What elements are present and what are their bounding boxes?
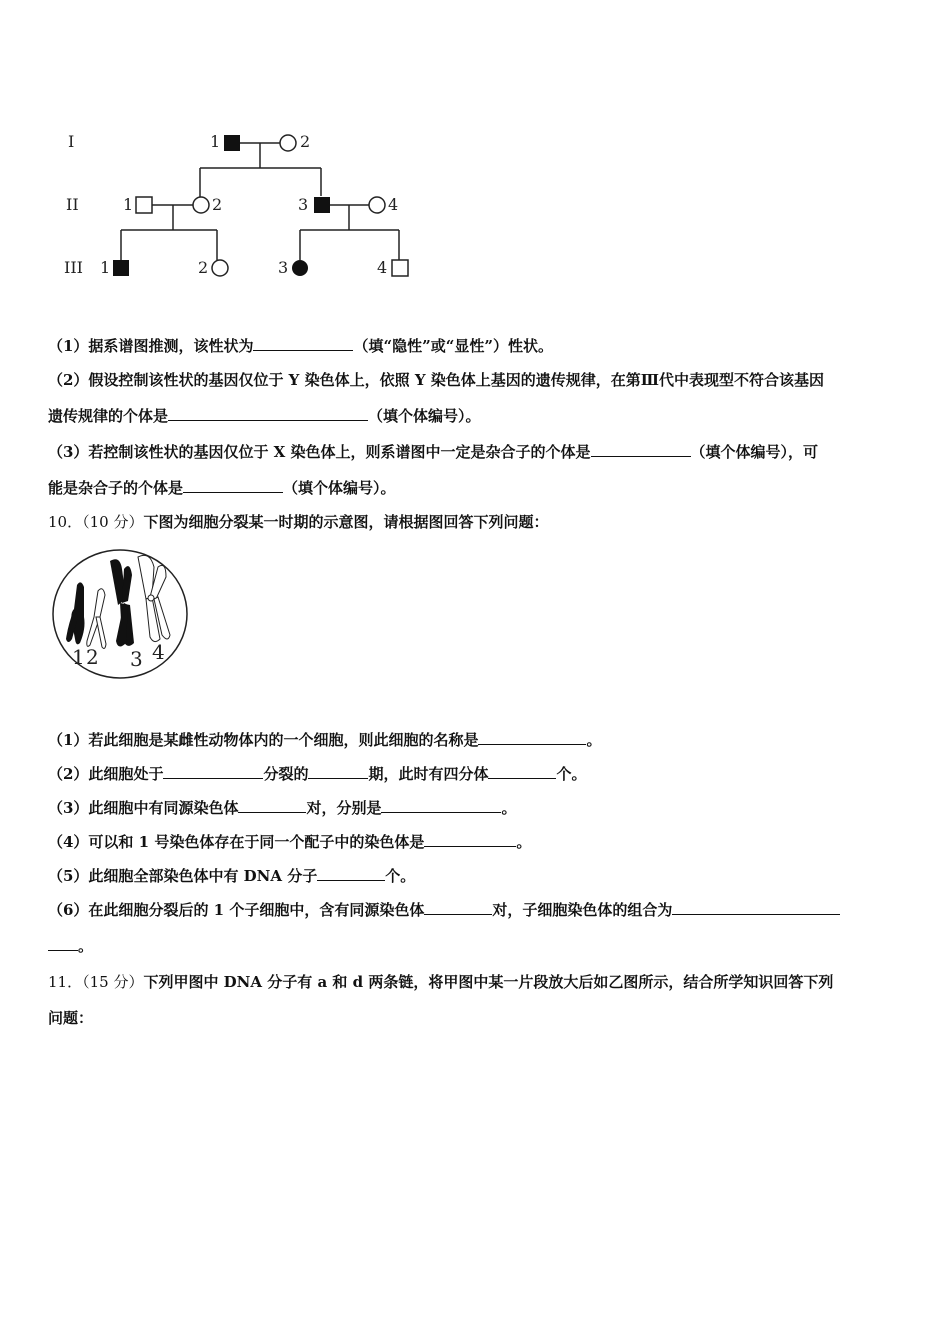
ped-num-II-4: 4 (388, 195, 399, 214)
q9-item-3: （3）若控制该性状的基因仅位于 X 染色体上，则系谱图中一定是杂合子的个体是 （填个体编号），可 (48, 443, 819, 461)
q10-item-5: （5）此细胞全部染色体中有 DNA 分子 个。 (48, 867, 416, 885)
cell-label-1: 1 (72, 645, 85, 669)
cell-label-2: 2 (86, 645, 99, 669)
ped-III-2-female (212, 260, 228, 276)
ped-num-II-2: 2 (212, 195, 223, 214)
q11-stem: 下列甲图中 DNA 分子有 a 和 d 两条链，将甲图中某一片段放大后如乙图所示，结合所学知识回答下列 (143, 973, 834, 991)
q10-blank-10[interactable] (672, 900, 840, 915)
q9-blank-4[interactable] (183, 478, 283, 493)
ped-num-III-4: 4 (377, 258, 388, 277)
ped-III-1-affected-male (113, 260, 129, 276)
q9-blank-3[interactable] (591, 442, 691, 457)
q10-blank-10-cont[interactable] (48, 936, 78, 951)
q10-blank-8[interactable] (317, 866, 385, 881)
q11-header (48, 972, 833, 992)
gen-label-I: I (68, 132, 75, 151)
q9-item-2: （2）假设控制该性状的基因仅位于 Y 染色体上，依照 Y 染色体上基因的遗传规律，在第Ⅲ代中表现型不符合该基因 (48, 371, 825, 389)
q10-blank-3[interactable] (308, 764, 368, 779)
ped-num-III-1: 1 (100, 258, 111, 277)
q9-blank-2[interactable] (168, 406, 368, 421)
cell-label-3: 3 (130, 647, 143, 671)
q10-blank-4[interactable] (488, 764, 556, 779)
cell-label-4: 4 (152, 640, 165, 664)
gen-label-II: II (66, 195, 79, 214)
q9-item-1: （1）据系谱图推测，该性状为 （填“隐性”或“显性”）性状。 (48, 337, 553, 355)
ped-num-III-3: 3 (278, 258, 289, 277)
ped-num-II-3: 3 (298, 195, 309, 214)
q10-blank-2[interactable] (163, 764, 263, 779)
cell-svg (50, 547, 190, 682)
ped-II-2-female (193, 197, 209, 213)
q11-number: 11． (48, 973, 83, 991)
q10-blank-7[interactable] (424, 832, 516, 847)
ped-II-4-female (369, 197, 385, 213)
q10-item-6: （6）在此细胞分裂后的 1 个子细胞中，含有同源染色体 对，子细胞染色体的组合为 (48, 900, 840, 920)
cell-figure (50, 547, 190, 682)
q9-item-2-cont: 遗传规律的个体是 （填个体编号）。 (48, 407, 481, 425)
q10-header (48, 512, 548, 532)
ped-II-1-male (136, 197, 152, 213)
q9-blank-1[interactable] (253, 336, 353, 351)
q11-stem-cont: 问题： (48, 1009, 94, 1027)
ped-I-1-affected-male (224, 135, 240, 151)
ped-num-I-2: 2 (300, 132, 311, 151)
q10-score: （10 分） (82, 513, 144, 531)
q10-item-6-cont: 。 (48, 936, 93, 956)
ped-III-3-affected-female (292, 260, 308, 276)
q10-item-4: （4）可以和 1 号染色体存在于同一个配子中的染色体是 。 (48, 833, 532, 851)
q10-blank-6[interactable] (381, 798, 501, 813)
q10-item-2: （2）此细胞处于 分裂的 期，此时有四分体 个。 (48, 765, 587, 783)
q10-blank-5[interactable] (238, 798, 306, 813)
ped-II-3-affected-male (314, 197, 330, 213)
q10-blank-9[interactable] (424, 900, 492, 915)
gen-label-III: III (64, 258, 83, 277)
ped-num-I-1: 1 (210, 132, 221, 151)
q10-stem: 下图为细胞分裂某一时期的示意图，请根据图回答下列问题： (143, 513, 549, 531)
q10-item-3: （3）此细胞中有同源染色体 对，分别是 。 (48, 799, 517, 817)
q10-blank-1[interactable] (478, 730, 586, 745)
q10-item-1: （1）若此细胞是某雌性动物体内的一个细胞，则此细胞的名称是 。 (48, 731, 602, 749)
ped-num-III-2: 2 (198, 258, 209, 277)
q9-item-3-cont: 能是杂合子的个体是 （填个体编号）。 (48, 479, 396, 497)
q11-score: （15 分） (82, 973, 144, 991)
ped-num-II-1: 1 (123, 195, 134, 214)
ped-III-4-male (392, 260, 408, 276)
ped-I-2-female (280, 135, 296, 151)
pedigree-chart (55, 120, 435, 290)
q10-number: 10． (48, 513, 83, 531)
